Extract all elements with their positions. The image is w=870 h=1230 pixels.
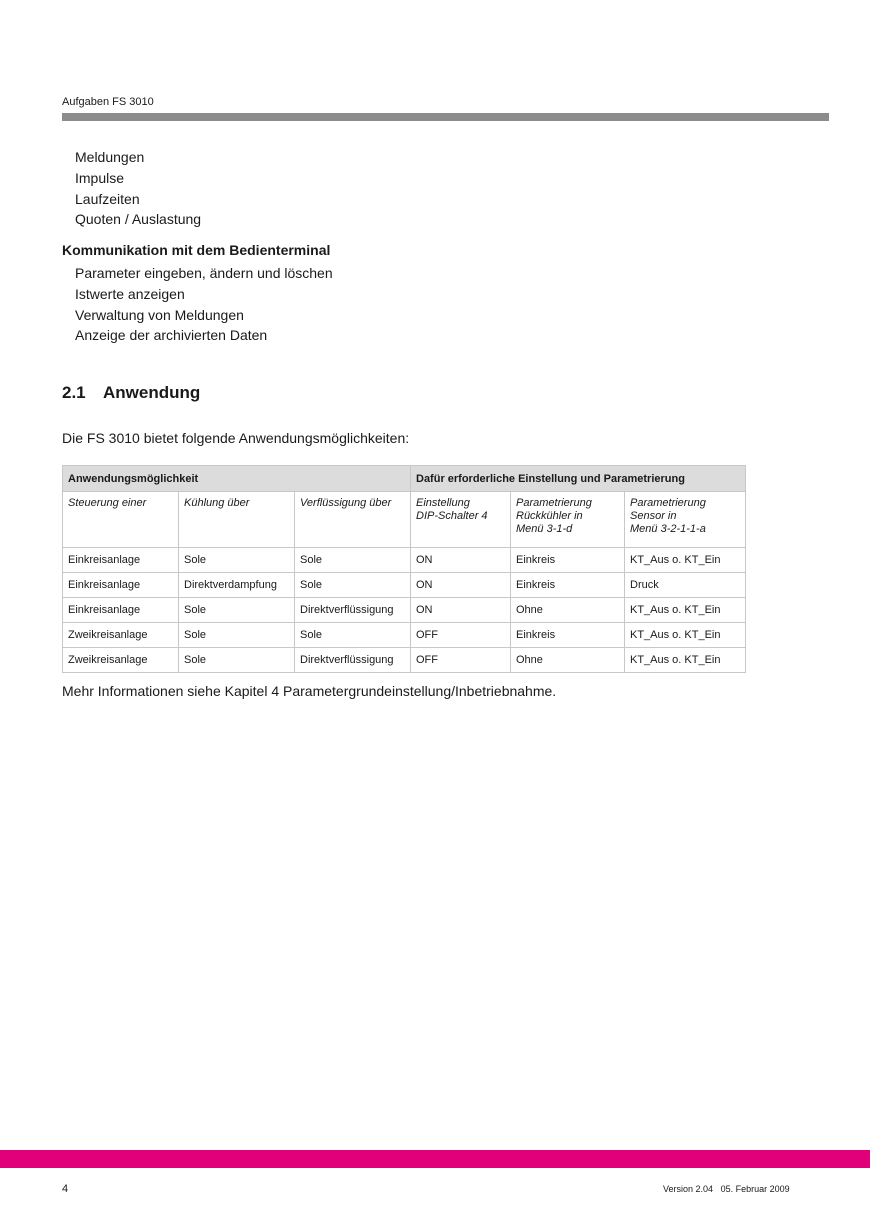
table-cell: KT_Aus o. KT_Ein [625,648,746,673]
table-row [63,623,746,648]
table-row [63,598,746,623]
table-cell: Einkreis [511,573,625,598]
list-item: Quoten / Auslastung [75,211,202,228]
table-subheader: Einstellung DIP-Schalter 4 [411,492,511,548]
communication-list [75,263,333,346]
list-item: Meldungen [75,149,145,165]
table-subheader-row [63,492,746,548]
list-item: Istwerte anzeigen [75,285,185,302]
table-cell: Sole [179,598,295,623]
list-item: Anzeige der archivierten Daten [75,327,268,344]
table-cell: Direktverflüssigung [295,648,411,673]
table-cell: KT_Aus o. KT_Ein [625,623,746,648]
table-cell: Direktverflüssigung [295,598,411,623]
table-cell: Ohne [511,648,625,673]
table-cell: Sole [295,623,411,648]
table-row [63,573,746,598]
table-cell: KT_Aus o. KT_Ein [625,548,746,573]
table-cell: Sole [295,573,411,598]
table-subheader: Kühlung über [179,492,295,548]
table-cell: ON [411,548,511,573]
version-date: 05. Februar 2009 [720,1184,790,1194]
section-title [62,383,200,403]
table-cell: OFF [411,623,511,648]
version-label: Version 2.04 [663,1184,714,1194]
table-cell: ON [411,598,511,623]
table-subheader: Steuerung einer [63,492,179,548]
table-cell: Einkreisanlage [63,548,179,573]
table-cell: Druck [625,573,746,598]
table-subheader: Parametrierung Rückkühler in Menü 3-1-d [511,492,625,548]
application-table [62,465,746,673]
function-list [75,147,201,230]
page-number: 4 [62,1183,69,1195]
intro-text: Die FS 3010 bietet folgende Anwendungsmöglichkeiten: [62,430,410,446]
table-group-header: Anwendungsmöglichkeit [63,466,411,492]
table-cell: Sole [295,548,411,573]
table-cell: Direktverdampfung [179,573,295,598]
table-subheader: Verflüssigung über [295,492,411,548]
section-title-text: Anwendung [103,383,201,402]
list-item: Verwaltung von Meldungen [75,306,244,323]
list-item: Impulse [75,169,125,186]
table-cell: Sole [179,623,295,648]
list-item: Parameter eingeben, ändern und löschen [75,265,333,281]
table-cell: KT_Aus o. KT_Ein [625,598,746,623]
table-cell: Sole [179,648,295,673]
header-rule [62,113,829,121]
table-cell: ON [411,573,511,598]
version-info [663,1184,790,1194]
table-cell: Zweikreisanlage [63,623,179,648]
more-info-text: Mehr Informationen siehe Kapitel 4 Parametergrundeinstellung/Inbetriebnahme. [62,683,557,699]
section-number: 2.1 [62,383,86,402]
table-row [63,548,746,573]
table-cell: Ohne [511,598,625,623]
footer-accent-bar [0,1150,870,1168]
table-cell: Einkreisanlage [63,598,179,623]
table-subheader: Parametrierung Sensor in Menü 3-2-1-1-a [625,492,746,548]
table-cell: Einkreis [511,623,625,648]
table-cell: OFF [411,648,511,673]
page-header-title: Aufgaben FS 3010 [62,96,154,108]
table-cell: Zweikreisanlage [63,648,179,673]
list-item: Laufzeiten [75,190,140,207]
table-group-header: Dafür erforderliche Einstellung und Parametrierung [411,466,746,492]
table-cell: Sole [179,548,295,573]
table-cell: Einkreis [511,548,625,573]
table-cell: Einkreisanlage [63,573,179,598]
table-row [63,648,746,673]
communication-heading: Kommunikation mit dem Bedienterminal [62,242,331,258]
